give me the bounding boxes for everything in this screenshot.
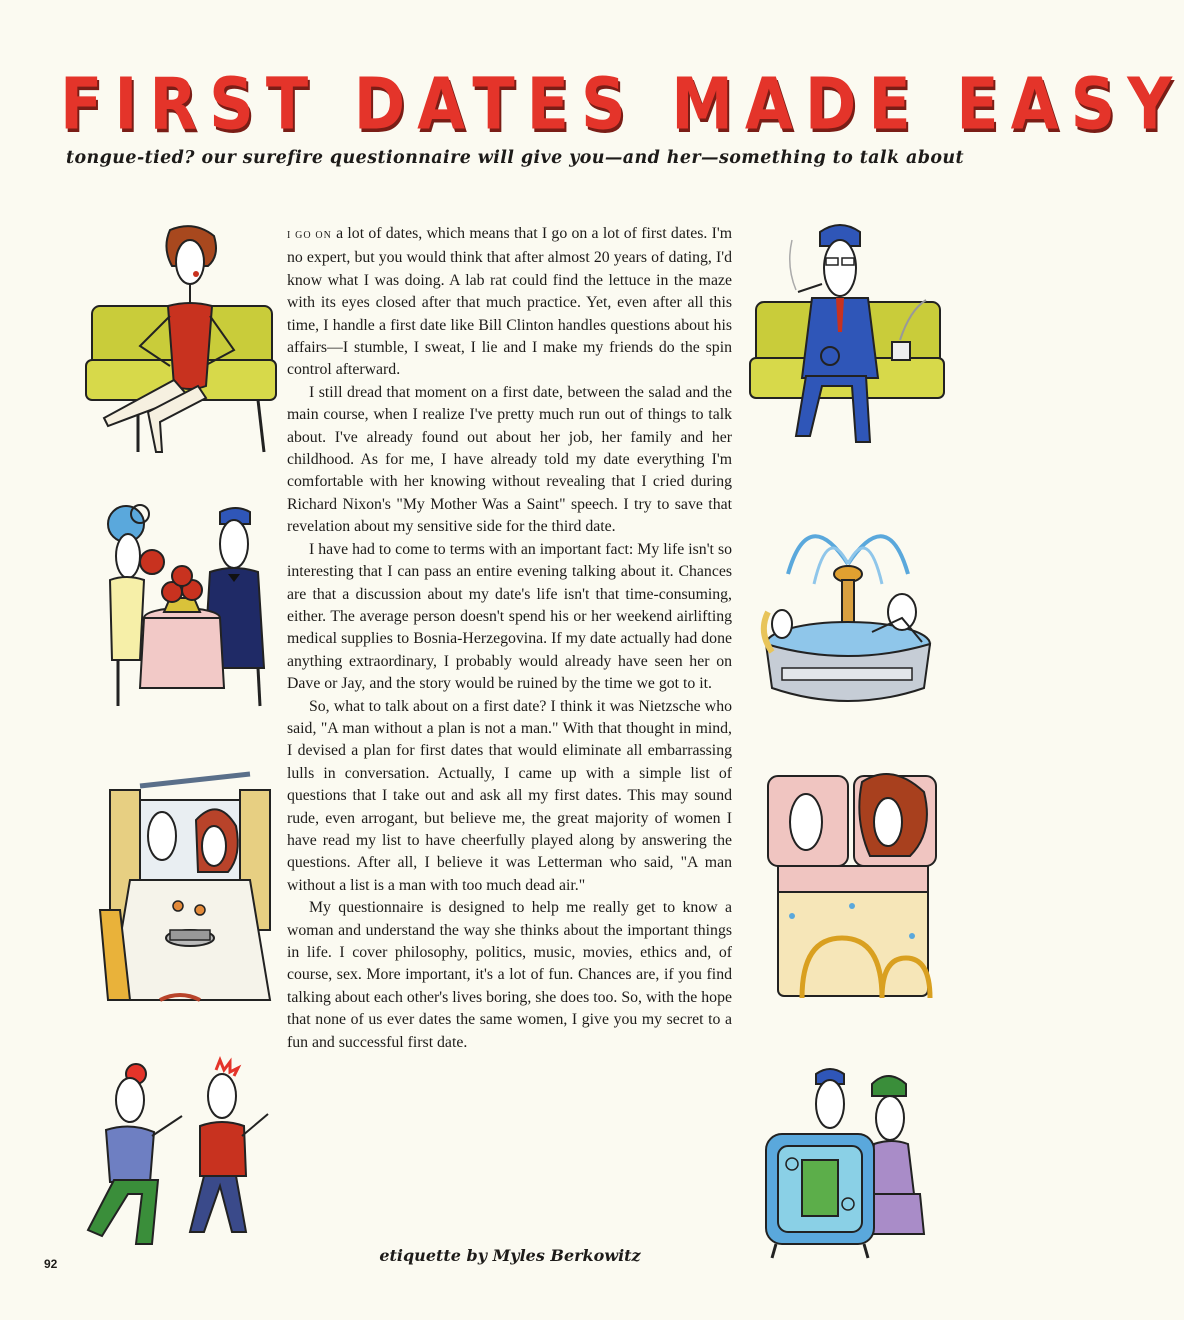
couple-in-bed-illustration (762, 766, 942, 1016)
headline: FIRST DATES MADE EASY (60, 62, 1184, 146)
lead-in: I GO ON (287, 230, 332, 241)
couple-watching-tv-illustration (756, 1064, 946, 1260)
page-number: 92 (44, 1257, 58, 1271)
couple-dining-illustration (98, 500, 278, 710)
couple-dancing-illustration (66, 1056, 276, 1246)
article-paragraph: I still dread that moment on a first date, between the salad and the main course, when I realize I've pretty much run out of things to talk about. I've already found out about her job, her family and her childhood. As for me, I have already told my date everything I'm comfortable with her knowing without revealing that I cried during Richard Nixon's "My Mother Was a Saint" speech. I try to save that revelation about my sensitive side for the third date. (287, 383, 732, 536)
article-body (287, 223, 732, 1054)
subheadline: tongue-tied? our surefire questionnaire will give you—and her—something to talk about (65, 148, 965, 168)
byline: etiquette by Myles Berkowitz (379, 1246, 641, 1265)
couple-at-table-illustration (100, 770, 280, 1020)
article-paragraph: My questionnaire is designed to help me really get to know a woman and understand the way she thinks about the important things in life. I cover philosophy, politics, music, movies, ethics and, of course, sex. More important, it's a lot of fun. Chances are, if you find talking about each other's lives boring, she does too. So, with the hope that none of us ever dates the same women, I give you my secret to a fun and successful first date. (287, 899, 732, 1051)
article-paragraph: I GO ON a lot of dates, which means that I go on a lot of first dates. I'm no expert, but you would think that after almost 20 years of dating, I'd know what I was doing. A lab rat could find the lettuce in the maze with its eyes closed after that much practice. Yet, even after all this time, I handle a first date like Bill Clinton handles questions about his affairs—I stumble, I sweat, I lie and I make my friends do the spin control afterward. (287, 225, 732, 379)
woman-on-sofa-illustration (78, 220, 278, 460)
article-paragraph: So, what to talk about on a first date? I think it was Nietzsche who said, "A man without a plan is not a man." With that thought in mind, I devised a plan for first dates that would eliminate all embarrassing lulls in conversation. Actually, I came up with a simple list of questions that I take out and ask all my first dates. This may sound rude, even arrogant, but believe me, the great majority of women I have read my list to have cheerfully played along by answering the questions. After all, I believe it was Letterman who said, "A man without a list is a man with too much dead air." (287, 697, 732, 894)
man-in-suit-smoking-illustration (746, 222, 946, 462)
article-paragraph: I have had to come to terms with an important fact: My life isn't so interesting that I can pass an entire evening talking about it. Chances are that a discussion about my date's life isn't that time-consuming, either. The average person doesn't spend his or her weekend airlifting medical supplies to Bosnia-Herzegovina. If my date actually had done anything extraordinary, I probably would already have seen her on Dave or Jay, and the story would be ruined by the time we got to it. (287, 540, 732, 693)
fountain-bath-illustration (752, 504, 942, 714)
